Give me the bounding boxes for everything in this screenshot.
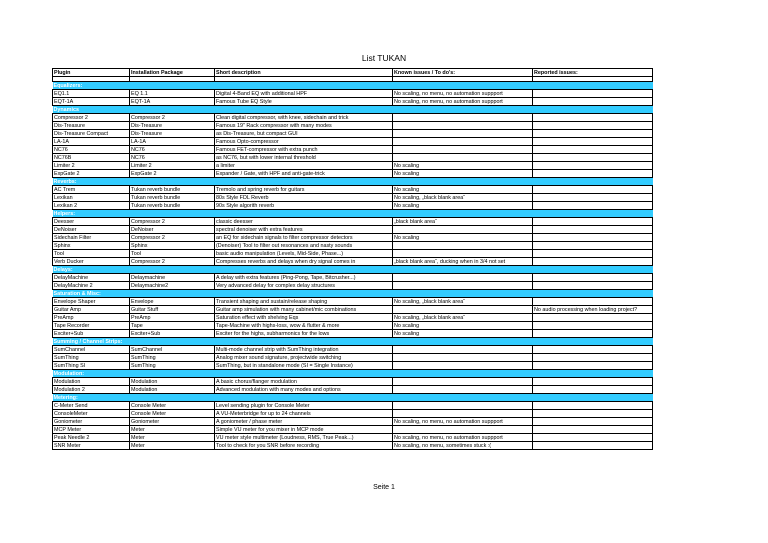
package-cell: Sphinx [130, 242, 215, 250]
reported-issues-cell [533, 442, 653, 450]
reported-issues-cell [533, 274, 653, 282]
plugin-cell: SNR Meter [53, 442, 130, 450]
reported-issues-cell [533, 138, 653, 146]
table-row [53, 354, 653, 362]
known-issues-cell [393, 386, 533, 394]
category-row [53, 82, 653, 90]
reported-issues-cell [533, 154, 653, 162]
description-cell: spectral denoiser with extra features [215, 226, 393, 234]
category-row [53, 106, 653, 114]
known-issues-cell [393, 306, 533, 314]
category-fill-cell [533, 178, 653, 186]
category-label: Dynamics [53, 106, 130, 114]
package-cell: Meter [130, 434, 215, 442]
table-row [53, 130, 653, 138]
description-cell: Saturation effect with shelving Eqs [215, 314, 393, 322]
plugin-cell: EQ1.1 [53, 90, 130, 98]
description-cell: Tool to check for you SNR before recording [215, 442, 393, 450]
package-cell: Compressor 2 [130, 114, 215, 122]
category-row [53, 266, 653, 274]
category-row [53, 178, 653, 186]
known-issues-cell: No scaling, „black blank area“ [393, 194, 533, 202]
package-cell: NC76 [130, 154, 215, 162]
known-issues-cell: No scaling [393, 162, 533, 170]
category-fill-cell [393, 106, 533, 114]
reported-issues-cell [533, 98, 653, 106]
category-label: Helpers: [53, 210, 130, 218]
plugin-cell: DelayMachine [53, 274, 130, 282]
package-cell: Tukan reverb bundle [130, 194, 215, 202]
known-issues-cell [393, 346, 533, 354]
description-cell: Digital 4-Band EQ with additional HPF [215, 90, 393, 98]
description-cell: A goniometer / phase meter [215, 418, 393, 426]
package-cell: SumThing [130, 362, 215, 370]
description-cell: Exciter for the highs, subharmonics for the lows [215, 330, 393, 338]
known-issues-cell: No scaling, no menu, no automation suppport [393, 90, 533, 98]
plugin-cell: SumThing SI [53, 362, 130, 370]
table-row [53, 410, 653, 418]
table-row [53, 402, 653, 410]
table-row [53, 162, 653, 170]
package-cell: Delaymachine2 [130, 282, 215, 290]
plugin-cell: EQT-1A [53, 98, 130, 106]
known-issues-cell [393, 410, 533, 418]
known-issues-cell: „black blank area“ [393, 218, 533, 226]
reported-issues-cell [533, 162, 653, 170]
reported-issues-cell [533, 202, 653, 210]
package-cell: Compressor 2 [130, 234, 215, 242]
category-fill-cell [393, 178, 533, 186]
package-cell: Console Meter [130, 410, 215, 418]
category-row [53, 210, 653, 218]
reported-issues-cell [533, 226, 653, 234]
category-fill-cell [393, 290, 533, 298]
table-row [53, 346, 653, 354]
reported-issues-cell [533, 114, 653, 122]
reported-issues-cell [533, 322, 653, 330]
category-label: Delays: [53, 266, 130, 274]
description-cell: A delay with extra features (Ping-Pong, Tape, Bitcrusher...) [215, 274, 393, 282]
plugin-cell: DelayMachine 2 [53, 282, 130, 290]
reported-issues-cell [533, 186, 653, 194]
description-cell: Simple VU meter for you mixer in MCP mode [215, 426, 393, 434]
package-cell: DeNoiser [130, 226, 215, 234]
category-fill-cell [533, 394, 653, 402]
reported-issues-cell [533, 258, 653, 266]
description-cell: Advanced modulation with many modes and options [215, 386, 393, 394]
table-row [53, 138, 653, 146]
table-row [53, 186, 653, 194]
category-label: Equalizers: [53, 82, 130, 90]
table-row [53, 314, 653, 322]
category-label: Modulation: [53, 370, 130, 378]
package-cell: EQ 1.1 [130, 90, 215, 98]
package-cell: Delaymachine [130, 274, 215, 282]
known-issues-cell [393, 354, 533, 362]
package-cell: Limiter 2 [130, 162, 215, 170]
page-title: List TUKAN [361, 53, 407, 63]
description-cell: Famous FET-compressor with extra punch [215, 146, 393, 154]
table-row [53, 202, 653, 210]
known-issues-cell: No scaling, no menu, sometimes stuck :( [393, 442, 533, 450]
plugin-cell: Sphinx [53, 242, 130, 250]
table-row [53, 194, 653, 202]
category-fill-cell [215, 266, 393, 274]
package-cell: PreAmp [130, 314, 215, 322]
table-row [53, 98, 653, 106]
plugin-cell: NC76 [53, 146, 130, 154]
plugin-cell: Compressor 2 [53, 114, 130, 122]
known-issues-cell: No scaling [393, 202, 533, 210]
table-row [53, 418, 653, 426]
category-fill-cell [533, 210, 653, 218]
header-cell-known-issues: Known issues / To do's: [393, 69, 533, 77]
reported-issues-cell [533, 122, 653, 130]
reported-issues-cell [533, 250, 653, 258]
description-cell: SumThing, but in standalone mode (SI = Single Instance) [215, 362, 393, 370]
category-row [53, 394, 653, 402]
reported-issues-cell [533, 362, 653, 370]
known-issues-cell: No scaling, no menu, no automation suppport [393, 434, 533, 442]
category-fill-cell [130, 338, 215, 346]
reported-issues-cell [533, 434, 653, 442]
category-fill-cell [533, 266, 653, 274]
known-issues-cell: No scaling, „black blank area“ [393, 298, 533, 306]
description-cell: as NC76, but with lower internal threshold [215, 154, 393, 162]
category-fill-cell [393, 394, 533, 402]
plugin-cell: ConsoleMeter [53, 410, 130, 418]
package-cell: Dis-Treasure [130, 130, 215, 138]
reported-issues-cell: No audio processing when loading project? [533, 306, 653, 314]
package-cell: Compressor 2 [130, 258, 215, 266]
plugin-cell: Modulation [53, 378, 130, 386]
known-issues-cell [393, 154, 533, 162]
description-cell: classic deesser [215, 218, 393, 226]
reported-issues-cell [533, 314, 653, 322]
known-issues-cell: No scaling [393, 186, 533, 194]
plugin-cell: SumThing [53, 354, 130, 362]
plugin-cell: Tool [53, 250, 130, 258]
known-issues-cell [393, 282, 533, 290]
category-row [53, 290, 653, 298]
reported-issues-cell [533, 242, 653, 250]
description-cell: 90s Style algorith reverb [215, 202, 393, 210]
table-row [53, 154, 653, 162]
category-fill-cell [215, 338, 393, 346]
category-fill-cell [215, 178, 393, 186]
description-cell: Multi-mode channel strip with SumThing integration [215, 346, 393, 354]
plugin-cell: PreAmp [53, 314, 130, 322]
category-fill-cell [130, 210, 215, 218]
table-header-row [53, 69, 653, 77]
reported-issues-cell [533, 418, 653, 426]
header-cell-package: Installation Package [130, 69, 215, 77]
table-row [53, 258, 653, 266]
category-fill-cell [393, 370, 533, 378]
plugin-cell: NC76B [53, 154, 130, 162]
category-fill-cell [215, 370, 393, 378]
category-fill-cell [130, 266, 215, 274]
plugin-cell: Tape Recorder [53, 322, 130, 330]
category-row [53, 370, 653, 378]
plugin-cell: Modulation 2 [53, 386, 130, 394]
description-cell: Guitar amp simulation with many cabinet/mic combinations [215, 306, 393, 314]
plugin-cell: Guitar Amp [53, 306, 130, 314]
category-fill-cell [533, 82, 653, 90]
table-row [53, 306, 653, 314]
known-issues-cell [393, 362, 533, 370]
package-cell: Tukan reverb bundle [130, 202, 215, 210]
table-row [53, 250, 653, 258]
reported-issues-cell [533, 330, 653, 338]
table-row [53, 114, 653, 122]
reported-issues-cell [533, 234, 653, 242]
category-fill-cell [533, 370, 653, 378]
table-row [53, 426, 653, 434]
category-fill-cell [393, 210, 533, 218]
description-cell: (Denoiser) Tool to filter out resonances and nasty sounds [215, 242, 393, 250]
category-row [53, 338, 653, 346]
plugin-cell: Goniometer [53, 418, 130, 426]
category-fill-cell [130, 82, 215, 90]
page-footer: Seite 1 [373, 484, 395, 491]
description-cell: a limiter [215, 162, 393, 170]
description-cell: basic audio manipulation (Levels, Mid-Side, Phase...) [215, 250, 393, 258]
plugin-cell: C-Meter Send [53, 402, 130, 410]
category-fill-cell [533, 106, 653, 114]
reported-issues-cell [533, 170, 653, 178]
reported-issues-cell [533, 354, 653, 362]
known-issues-cell [393, 274, 533, 282]
category-label: Summing / Channel Strips: [53, 338, 130, 346]
plugin-cell: DeNoiser [53, 226, 130, 234]
table-row [53, 442, 653, 450]
known-issues-cell [393, 146, 533, 154]
description-cell: an EQ for sidechain signals to filter compressor detectors [215, 234, 393, 242]
description-cell: Transient shaping and sustain/release shaping [215, 298, 393, 306]
reported-issues-cell [533, 194, 653, 202]
header-cell-plugin: Plugin [53, 69, 130, 77]
package-cell: SumThing [130, 354, 215, 362]
package-cell: Compressor 2 [130, 218, 215, 226]
known-issues-cell [393, 130, 533, 138]
reported-issues-cell [533, 410, 653, 418]
reported-issues-cell [533, 90, 653, 98]
description-cell: VU meter style multimeter (Loudness, RMS, True Peak...) [215, 434, 393, 442]
category-fill-cell [130, 290, 215, 298]
known-issues-cell: No scaling [393, 322, 533, 330]
known-issues-cell: No scaling, no menu, no automation suppport [393, 418, 533, 426]
category-fill-cell [393, 266, 533, 274]
known-issues-cell: „black blank area“, ducking when in 3/4 not set [393, 258, 533, 266]
plugin-cell: Peak Needle 2 [53, 434, 130, 442]
reported-issues-cell [533, 346, 653, 354]
category-fill-cell [393, 338, 533, 346]
plugin-cell: ExpGate 2 [53, 170, 130, 178]
plugin-cell: Lexikan 2 [53, 202, 130, 210]
package-cell: Modulation [130, 378, 215, 386]
known-issues-cell [393, 242, 533, 250]
known-issues-cell [393, 378, 533, 386]
package-cell: LA-1A [130, 138, 215, 146]
category-fill-cell [130, 370, 215, 378]
known-issues-cell [393, 114, 533, 122]
table-row [53, 362, 653, 370]
description-cell: Expander / Gate, with HPF and anti-gate-trick [215, 170, 393, 178]
category-fill-cell [533, 290, 653, 298]
package-cell: Goniometer [130, 418, 215, 426]
description-cell: Very advanced delay for complex delay structures [215, 282, 393, 290]
description-cell: Analog mixer sound signature, projectwide switching [215, 354, 393, 362]
known-issues-cell: No scaling [393, 234, 533, 242]
table-row [53, 386, 653, 394]
header-cell-reported-issues: Reported issues: [533, 69, 653, 77]
known-issues-cell: No scaling [393, 170, 533, 178]
package-cell: Tukan reverb bundle [130, 186, 215, 194]
description-cell: Famous Opto-compressor [215, 138, 393, 146]
table-row [53, 226, 653, 234]
description-cell: 80s Style FDL Reverb [215, 194, 393, 202]
plugin-cell: Sidechain Filter [53, 234, 130, 242]
package-cell: Meter [130, 442, 215, 450]
category-fill-cell [215, 290, 393, 298]
package-cell: Envelope [130, 298, 215, 306]
description-cell: A VU-Meterbridge for up to 24 channels [215, 410, 393, 418]
plugin-cell: Verb Ducker [53, 258, 130, 266]
package-cell: Dis-Treasure [130, 122, 215, 130]
category-fill-cell [215, 210, 393, 218]
known-issues-cell [393, 138, 533, 146]
known-issues-cell [393, 226, 533, 234]
description-cell: Clean digital compressor, with knee, sidechain and trick [215, 114, 393, 122]
category-label: Saturation & Misc: [53, 290, 130, 298]
package-cell: Guitar Stuff [130, 306, 215, 314]
table-row [53, 90, 653, 98]
category-fill-cell [130, 106, 215, 114]
table-row [53, 170, 653, 178]
description-cell: Tape-Machine with highs-loss, wow & flutter & more [215, 322, 393, 330]
category-fill-cell [393, 82, 533, 90]
category-fill-cell [130, 394, 215, 402]
table-row [53, 122, 653, 130]
description-cell: Famous Tube EQ Style [215, 98, 393, 106]
table-row [53, 274, 653, 282]
plugin-cell: Envelope Shaper [53, 298, 130, 306]
known-issues-cell [393, 402, 533, 410]
plugin-cell: LA-1A [53, 138, 130, 146]
package-cell: Exciter+Sub [130, 330, 215, 338]
plugin-cell: Limiter 2 [53, 162, 130, 170]
package-cell: Modulation [130, 386, 215, 394]
package-cell: Meter [130, 426, 215, 434]
plugin-cell: MCP Meter [53, 426, 130, 434]
reported-issues-cell [533, 298, 653, 306]
reported-issues-cell [533, 426, 653, 434]
category-fill-cell [130, 178, 215, 186]
table-row [53, 242, 653, 250]
category-fill-cell [533, 338, 653, 346]
category-fill-cell [215, 106, 393, 114]
description-cell: A basic chorus/flanger modulation [215, 378, 393, 386]
known-issues-cell: No scaling, „black blank area“ [393, 314, 533, 322]
description-cell: Compresses reverbs and delays when dry signal comes in [215, 258, 393, 266]
known-issues-cell [393, 426, 533, 434]
table-row [53, 434, 653, 442]
table-row [53, 298, 653, 306]
reported-issues-cell [533, 218, 653, 226]
description-cell: as Dis-Treasure, but compact GUI [215, 130, 393, 138]
plugin-cell: AC Trem [53, 186, 130, 194]
known-issues-cell [393, 250, 533, 258]
reported-issues-cell [533, 386, 653, 394]
reported-issues-cell [533, 402, 653, 410]
category-fill-cell [215, 82, 393, 90]
description-cell: Level sending plugin for Console Meter [215, 402, 393, 410]
category-fill-cell [215, 394, 393, 402]
table-row [53, 330, 653, 338]
table-row [53, 282, 653, 290]
known-issues-cell: No scaling [393, 330, 533, 338]
table-row [53, 234, 653, 242]
package-cell: SumChannel [130, 346, 215, 354]
plugin-cell: Dis-Treasure Compact [53, 130, 130, 138]
table-row [53, 218, 653, 226]
plugin-cell: Exciter+Sub [53, 330, 130, 338]
table-row [53, 378, 653, 386]
header-cell-description: Short description [215, 69, 393, 77]
reported-issues-cell [533, 282, 653, 290]
category-label: Reverbs: [53, 178, 130, 186]
plugin-cell: Lexikan [53, 194, 130, 202]
table-row [53, 322, 653, 330]
package-cell: ExpGate 2 [130, 170, 215, 178]
description-cell: Famous 19" Rack compressor with many modes [215, 122, 393, 130]
table-row [53, 146, 653, 154]
plugin-cell: Deesser [53, 218, 130, 226]
known-issues-cell: No scaling, no menu, no automation suppport [393, 98, 533, 106]
package-cell: NC76 [130, 146, 215, 154]
plugin-table [52, 68, 653, 450]
known-issues-cell [393, 122, 533, 130]
description-cell: Tremolo and spring reverb for guitars [215, 186, 393, 194]
reported-issues-cell [533, 378, 653, 386]
reported-issues-cell [533, 146, 653, 154]
reported-issues-cell [533, 130, 653, 138]
package-cell: Console Meter [130, 402, 215, 410]
plugin-cell: Dis-Treasure [53, 122, 130, 130]
category-label: Metering: [53, 394, 130, 402]
package-cell: EQT-1A [130, 98, 215, 106]
package-cell: Tape [130, 322, 215, 330]
package-cell: Tool [130, 250, 215, 258]
plugin-cell: SumChannel [53, 346, 130, 354]
